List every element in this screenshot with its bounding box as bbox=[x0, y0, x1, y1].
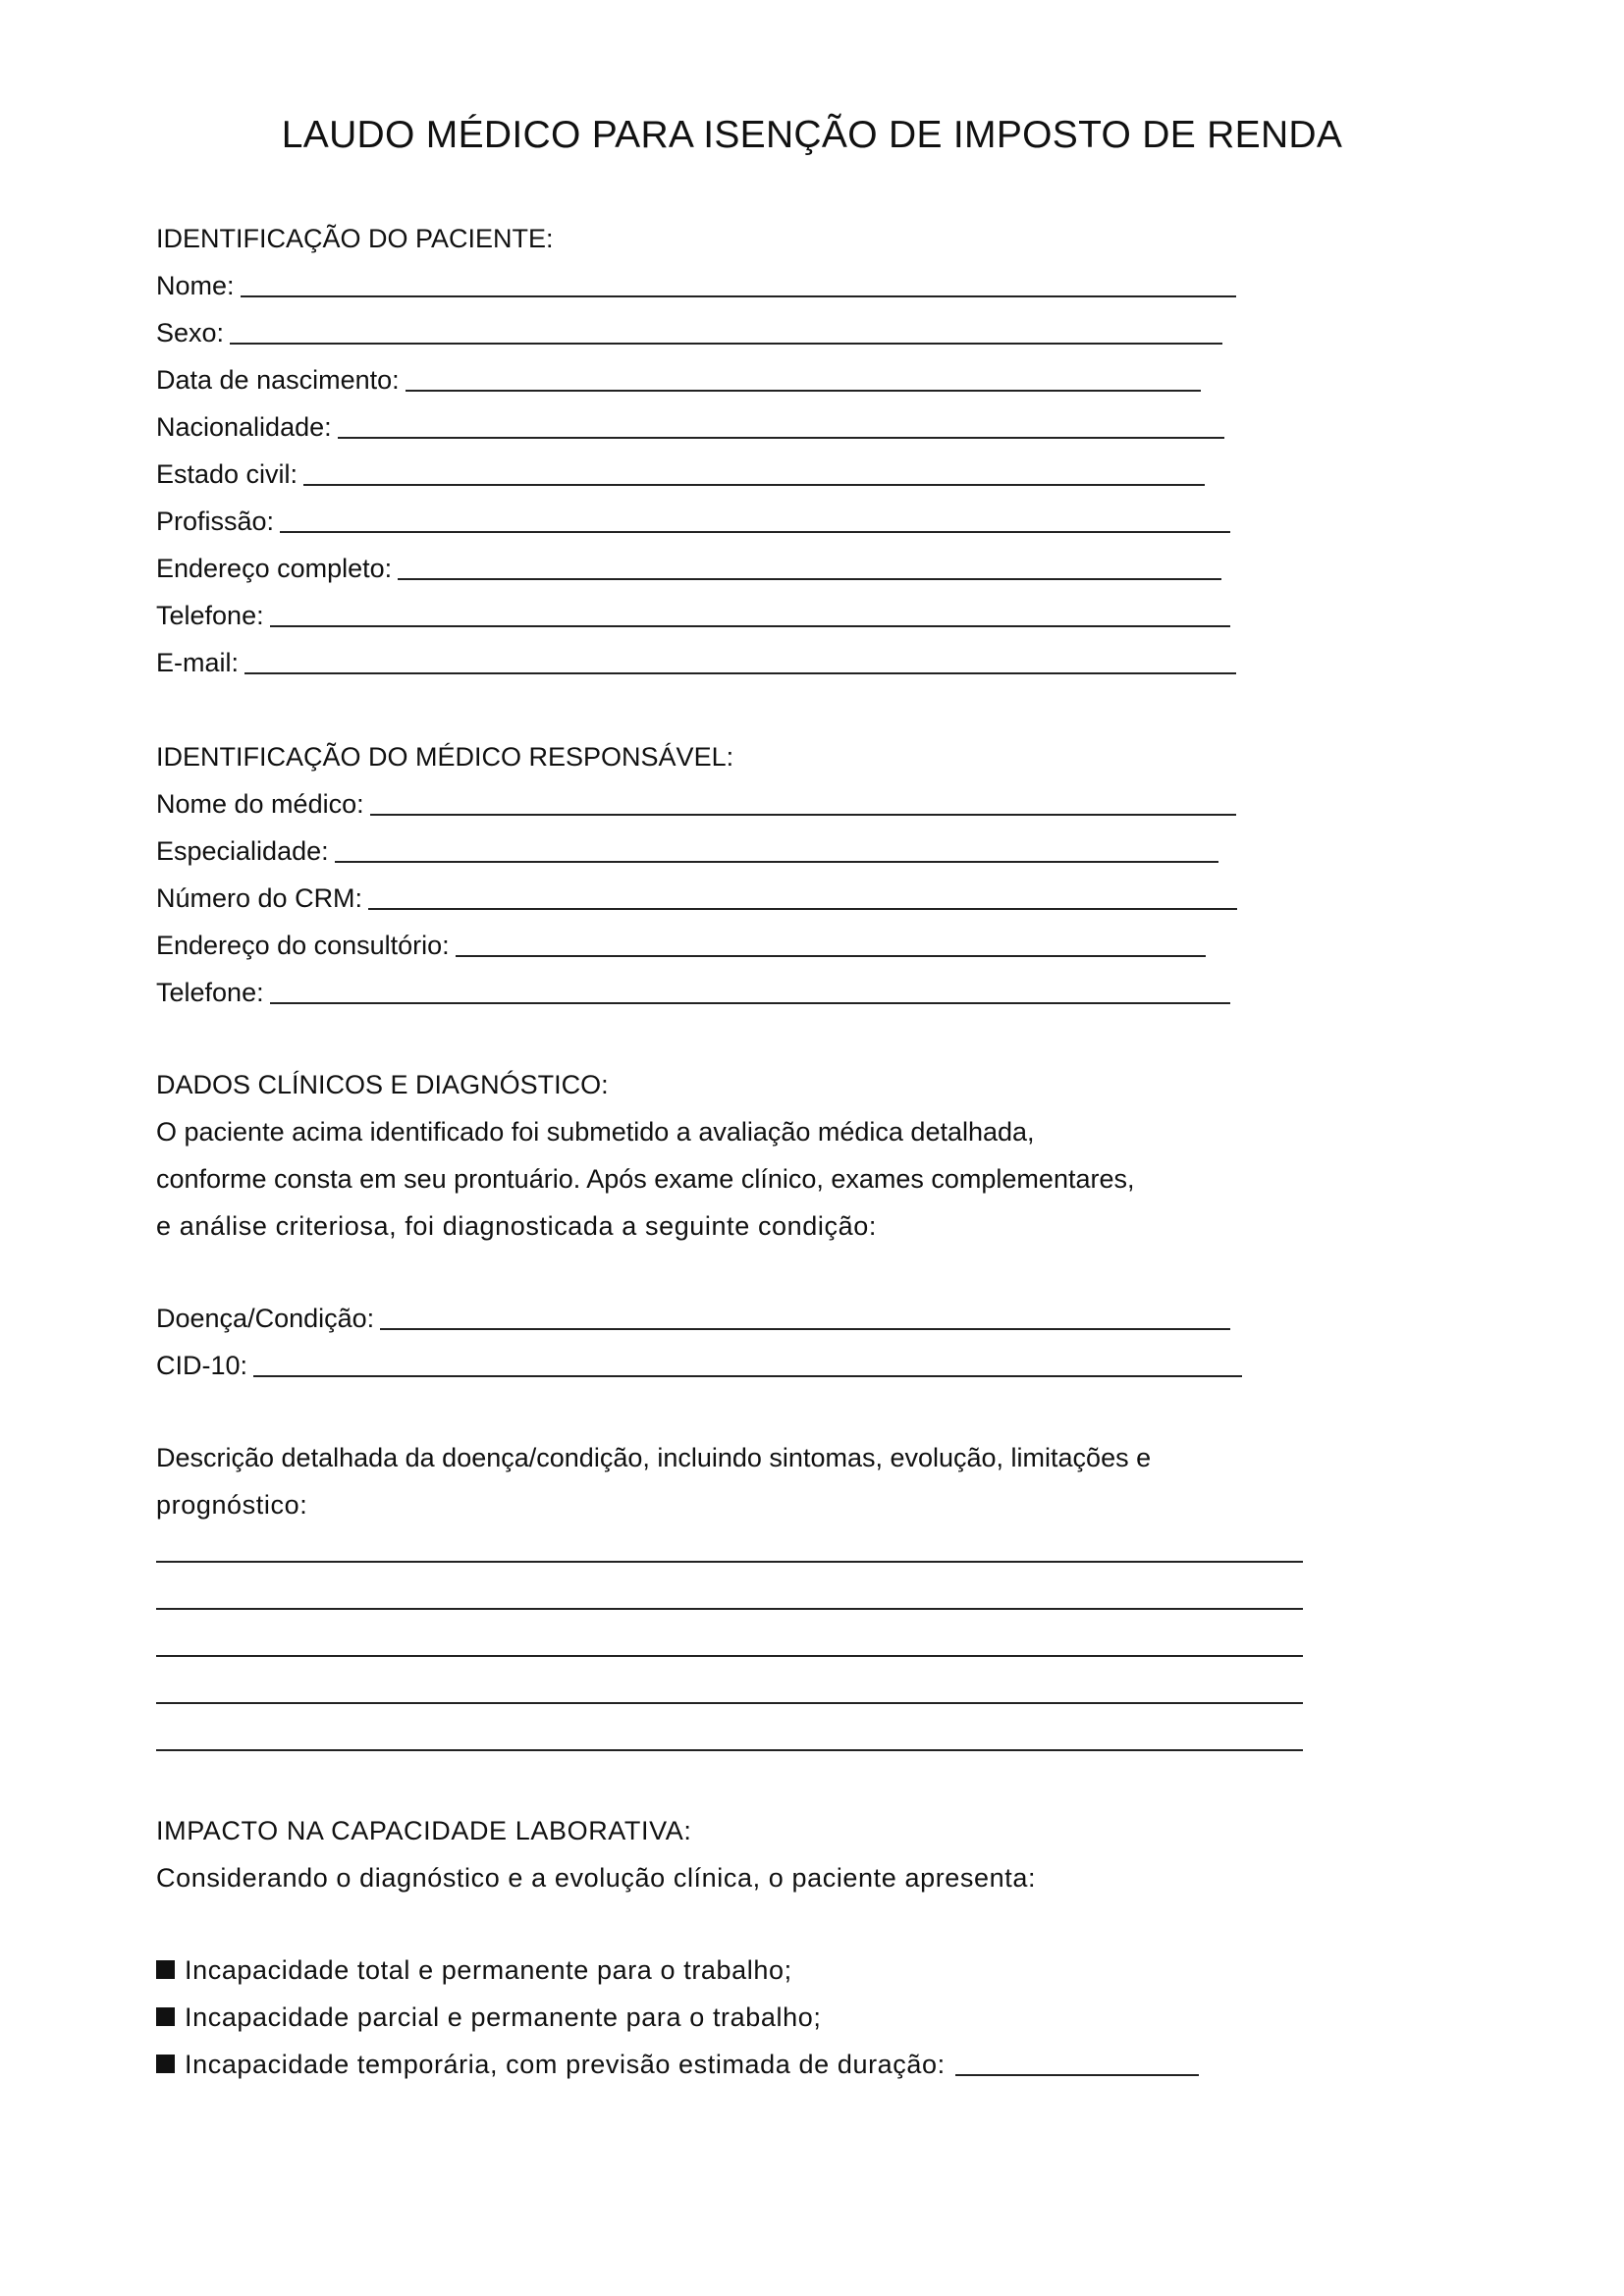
description-answer-line[interactable] bbox=[156, 1561, 1303, 1563]
patient-address-label: Endereço completo: bbox=[156, 554, 393, 583]
disease-blank[interactable] bbox=[380, 1328, 1230, 1330]
patient-phone-label: Telefone: bbox=[156, 601, 264, 630]
duration-blank[interactable] bbox=[955, 2074, 1199, 2076]
checkbox-square-icon[interactable] bbox=[156, 2007, 175, 2026]
patient-nationality-label: Nacionalidade: bbox=[156, 412, 332, 442]
disease-row bbox=[156, 1306, 1230, 1332]
clinical-paragraph-line-2: conforme consta em seu prontuário. Após exame clínico, exames complementares, bbox=[156, 1164, 1135, 1194]
disease-label: Doença/Condição: bbox=[156, 1304, 375, 1333]
patient-marital-status-blank[interactable] bbox=[303, 484, 1205, 486]
description-answer-line[interactable] bbox=[156, 1702, 1303, 1704]
impact-option-temporary[interactable] bbox=[156, 2052, 1199, 2078]
checkbox-square-icon[interactable] bbox=[156, 1960, 175, 1979]
cid-label: CID-10: bbox=[156, 1351, 248, 1380]
impact-option-label: Incapacidade parcial e permanente para o trabalho; bbox=[185, 2002, 822, 2032]
patient-name-row bbox=[156, 273, 1236, 299]
patient-email-row bbox=[156, 650, 1236, 676]
impact-section-heading: IMPACTO NA CAPACIDADE LABORATIVA: bbox=[156, 1816, 692, 1845]
doctor-specialty-label: Especialidade: bbox=[156, 836, 329, 866]
patient-email-blank[interactable] bbox=[244, 672, 1236, 674]
description-prompt-line-1: Descrição detalhada da doença/condição, incluindo sintomas, evolução, limitações e bbox=[156, 1443, 1152, 1472]
impact-option-label: Incapacidade temporária, com previsão estimada de duração: bbox=[185, 2050, 946, 2079]
patient-section-heading: IDENTIFICAÇÃO DO PACIENTE: bbox=[156, 224, 554, 253]
doctor-specialty-blank[interactable] bbox=[335, 861, 1218, 863]
impact-option-label: Incapacidade total e permanente para o trabalho; bbox=[185, 1955, 792, 1985]
description-answer-line[interactable] bbox=[156, 1608, 1303, 1610]
doctor-section-heading: IDENTIFICAÇÃO DO MÉDICO RESPONSÁVEL: bbox=[156, 742, 734, 772]
patient-profession-blank[interactable] bbox=[280, 531, 1230, 533]
doctor-office-address-label: Endereço do consultório: bbox=[156, 931, 450, 960]
doctor-phone-blank[interactable] bbox=[270, 1002, 1230, 1004]
patient-nationality-row bbox=[156, 414, 1224, 441]
doctor-specialty-row bbox=[156, 838, 1218, 865]
doctor-office-address-blank[interactable] bbox=[456, 955, 1206, 957]
cid-blank[interactable] bbox=[253, 1375, 1242, 1377]
document-title: LAUDO MÉDICO PARA ISENÇÃO DE IMPOSTO DE RENDA bbox=[281, 114, 1343, 156]
doctor-name-label: Nome do médico: bbox=[156, 789, 364, 819]
doctor-phone-label: Telefone: bbox=[156, 978, 264, 1007]
patient-profession-label: Profissão: bbox=[156, 507, 275, 536]
doctor-name-row bbox=[156, 791, 1236, 818]
doctor-phone-row bbox=[156, 980, 1230, 1006]
impact-option-partial-permanent[interactable] bbox=[156, 2004, 821, 2031]
patient-birth-date-blank[interactable] bbox=[406, 390, 1201, 392]
patient-phone-blank[interactable] bbox=[270, 625, 1230, 627]
patient-address-blank[interactable] bbox=[398, 578, 1221, 580]
clinical-section-heading: DADOS CLÍNICOS E DIAGNÓSTICO: bbox=[156, 1070, 609, 1099]
clinical-paragraph-line-3: e análise criteriosa, foi diagnosticada a seguinte condição: bbox=[156, 1211, 877, 1241]
impact-intro: Considerando o diagnóstico e a evolução clínica, o paciente apresenta: bbox=[156, 1863, 1037, 1893]
patient-marital-status-row bbox=[156, 461, 1205, 488]
patient-birth-date-row bbox=[156, 367, 1201, 394]
patient-birth-date-label: Data de nascimento: bbox=[156, 365, 400, 395]
checkbox-square-icon[interactable] bbox=[156, 2055, 175, 2073]
description-answer-line[interactable] bbox=[156, 1749, 1303, 1751]
patient-address-row bbox=[156, 556, 1221, 582]
doctor-name-blank[interactable] bbox=[370, 814, 1236, 816]
description-prompt-line-2: prognóstico: bbox=[156, 1490, 308, 1520]
patient-marital-status-label: Estado civil: bbox=[156, 459, 298, 489]
patient-profession-row bbox=[156, 508, 1230, 535]
cid-row bbox=[156, 1353, 1242, 1379]
patient-sex-blank[interactable] bbox=[230, 343, 1222, 345]
patient-sex-row bbox=[156, 320, 1222, 347]
patient-email-label: E-mail: bbox=[156, 648, 240, 677]
patient-name-blank[interactable] bbox=[241, 295, 1236, 297]
doctor-office-address-row bbox=[156, 933, 1206, 959]
doctor-crm-label: Número do CRM: bbox=[156, 883, 363, 913]
doctor-crm-blank[interactable] bbox=[368, 908, 1237, 910]
impact-option-total-permanent[interactable] bbox=[156, 1957, 792, 1984]
doctor-crm-row bbox=[156, 885, 1237, 912]
patient-name-label: Nome: bbox=[156, 271, 235, 300]
description-answer-line[interactable] bbox=[156, 1655, 1303, 1657]
patient-nationality-blank[interactable] bbox=[338, 437, 1224, 439]
patient-phone-row bbox=[156, 603, 1230, 629]
patient-sex-label: Sexo: bbox=[156, 318, 225, 347]
clinical-paragraph-line-1: O paciente acima identificado foi submetido a avaliação médica detalhada, bbox=[156, 1117, 1035, 1147]
